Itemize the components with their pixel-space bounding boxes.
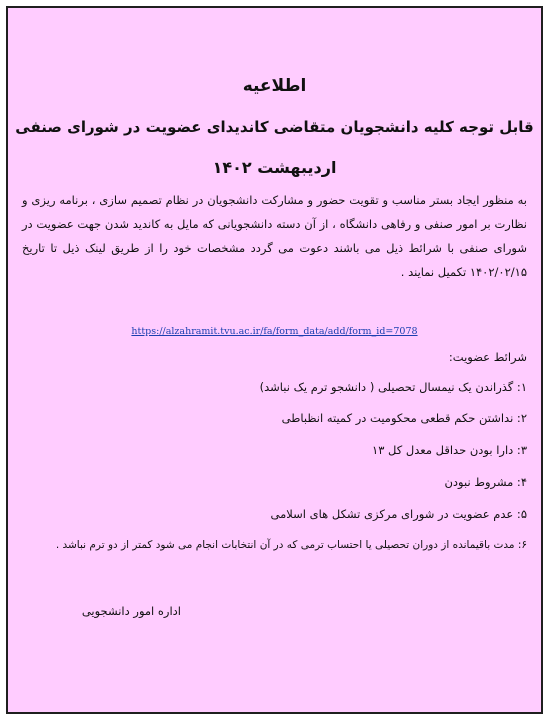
condition-item: ۲: نداشتن حکم قطعی محکومیت در کمیته انظباطی — [281, 411, 527, 425]
conditions-heading: شرائط عضویت: — [448, 350, 527, 364]
condition-item: ۱: گذراندن یک نیمسال تحصیلی ( دانشجو ترم یک نباشد) — [259, 380, 527, 394]
notice-date: اردیبهشت ۱۴۰۲ — [212, 158, 337, 177]
notice-body: به منظور ایجاد بستر مناسب و تقویت حضور و مشارکت دانشجویان در نظام تصمیم سازی ، برنامه ریزی و نظارت بر امور صنفی و رفاهی دانشگاه ، از آن دسته دانشجویانی که مایل به کاندید شدن جهت عضویت در شورای صنفی با شرائط ذیل می باشند دعوت می گردد مشخصات خود را از طریق لینک ذیل تا تاریخ ۱۴۰۲/۰۲/۱۵ تکمیل نمایند . — [22, 193, 527, 279]
condition-item: ۶: مدت باقیمانده از دوران تحصیلی یا احتساب ترمی که در آن انتخابات انجام می شود کمتر از دو ترم نباشد . — [55, 539, 527, 551]
notice-subtitle: قابل توجه کلیه دانشجویان متقاضی کاندیدای عضویت در شورای صنفی — [15, 118, 534, 136]
notice-title: اطلاعیه — [242, 76, 307, 96]
condition-item: ۵: عدم عضویت در شورای مرکزی تشکل های اسلامی — [270, 507, 527, 521]
signature: اداره امور دانشجویی — [81, 604, 181, 618]
notice-panel — [6, 6, 543, 714]
condition-item: ۳: دارا بودن حداقل معدل کل ۱۳ — [372, 443, 527, 457]
registration-form-link[interactable]: https://alzahramit.tvu.ac.ir/fa/form_data/add/form_id=7078 — [131, 326, 418, 337]
condition-item: ۴: مشروط نبودن — [444, 475, 527, 489]
